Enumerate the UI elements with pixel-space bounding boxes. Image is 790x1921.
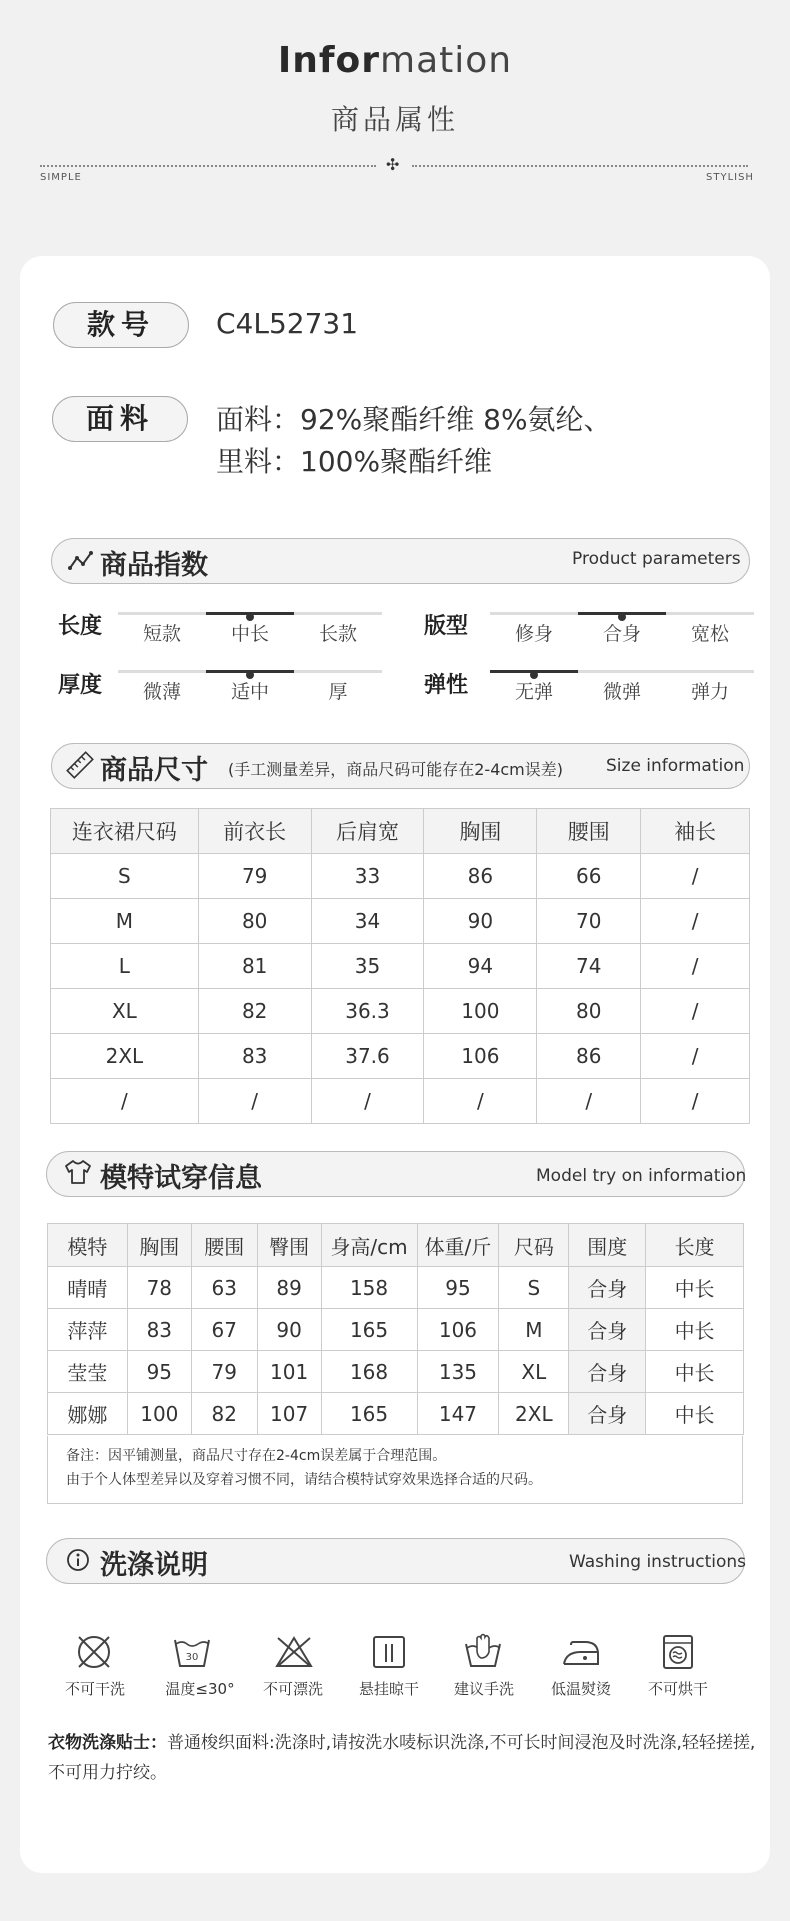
param-option: 长款: [318, 623, 357, 645]
tshirt-icon: [64, 1159, 92, 1185]
size-cell: 90: [424, 899, 537, 944]
model-header-cell: 臀围: [257, 1224, 321, 1267]
wash-label-no-dry-clean: 不可干洗: [64, 1680, 125, 1698]
size-cell: 80: [198, 899, 311, 944]
param-elasticity-label: 弹性: [424, 673, 469, 698]
model-cell: 63: [191, 1267, 257, 1309]
size-cell: /: [641, 1079, 750, 1124]
model-cell: 89: [257, 1267, 321, 1309]
size-header-cell: 腰围: [537, 809, 641, 854]
size-cell: 82: [198, 989, 311, 1034]
model-cell: XL: [499, 1351, 569, 1393]
size-cell: 79: [198, 854, 311, 899]
param-scale-segment: [294, 612, 382, 615]
size-table-row: [51, 989, 750, 1034]
param-fit-label: 版型: [424, 614, 469, 639]
model-cell: 67: [191, 1309, 257, 1351]
size-cell: M: [51, 899, 199, 944]
size-header-cell: 后肩宽: [311, 809, 424, 854]
model-cell: 158: [321, 1267, 417, 1309]
model-cell: 中长: [646, 1267, 744, 1309]
size-cell: 37.6: [311, 1034, 424, 1079]
hang-dry-icon: [369, 1632, 409, 1672]
size-cell: /: [641, 899, 750, 944]
size-cell: S: [51, 854, 199, 899]
model-table-row: [48, 1351, 744, 1393]
model-header-cell: 模特: [48, 1224, 128, 1267]
size-cell: 66: [537, 854, 641, 899]
model-cell: 2XL: [499, 1393, 569, 1435]
size-cell: 74: [537, 944, 641, 989]
model-note-line-1: 备注：因平铺测量，商品尺寸存在2-4cm误差属于合理范围。: [66, 1448, 447, 1464]
param-option: 修身: [514, 623, 553, 645]
model-cell: 中长: [646, 1393, 744, 1435]
wash-title: 洗涤说明: [100, 1550, 208, 1581]
model-header-cell: 尺码: [499, 1224, 569, 1267]
model-cell: 中长: [646, 1309, 744, 1351]
model-cell: 90: [257, 1309, 321, 1351]
model-table-row: [48, 1393, 744, 1435]
param-scale-segment: [666, 670, 754, 673]
param-scale-segment: [118, 670, 206, 673]
model-header-cell: 围度: [569, 1224, 646, 1267]
size-cell: 86: [537, 1034, 641, 1079]
washing-tips: [48, 1728, 758, 1788]
model-cell: 101: [257, 1351, 321, 1393]
model-table-row: [48, 1267, 744, 1309]
code-value: C4L52731: [216, 307, 359, 340]
size-header-cell: 胸围: [424, 809, 537, 854]
size-table-row: [51, 854, 750, 899]
size-cell: /: [641, 1034, 750, 1079]
model-cell: 娜娜: [48, 1393, 128, 1435]
size-cell: 81: [198, 944, 311, 989]
size-header-cell: 袖长: [641, 809, 750, 854]
model-table-row: [48, 1309, 744, 1351]
model-cell: 107: [257, 1393, 321, 1435]
param-option: 适中: [230, 681, 269, 703]
model-cell: 78: [127, 1267, 191, 1309]
size-cell: /: [51, 1079, 199, 1124]
fabric-line-2: 里料：100%聚酯纤维: [216, 445, 493, 478]
model-table-header: [48, 1224, 744, 1267]
param-option: 无弹: [514, 681, 553, 703]
param-option: 宽松: [690, 623, 729, 645]
params-title: 商品指数: [100, 550, 208, 581]
size-table-row: [51, 899, 750, 944]
model-cell: 合身: [569, 1393, 646, 1435]
size-header-cell: 前衣长: [198, 809, 311, 854]
size-table: [50, 808, 750, 1124]
size-cell: 100: [424, 989, 537, 1034]
wash-label-low-iron: 低温熨烫: [550, 1680, 611, 1698]
size-cell: XL: [51, 989, 199, 1034]
hand-wash-icon: [463, 1630, 503, 1670]
model-cell: 168: [321, 1351, 417, 1393]
size-cell: 106: [424, 1034, 537, 1079]
model-cell: 83: [127, 1309, 191, 1351]
param-option: 微弹: [602, 681, 641, 703]
washing-tips-text: 普通梭织面料:洗涤时,请按洗水唛标识洗涤,不可长时间浸泡及时洗涤,轻轻搓搓,不可用力拧绞。: [48, 1733, 756, 1783]
param-scale-segment: [490, 612, 578, 615]
simple-tag: SIMPLE: [40, 172, 82, 183]
model-header-cell: 腰围: [191, 1224, 257, 1267]
no-tumble-dry-icon: [658, 1632, 698, 1672]
info-icon: [66, 1548, 90, 1572]
washing-tips-label: 衣物洗涤贴士：: [48, 1733, 167, 1753]
model-cell: 中长: [646, 1351, 744, 1393]
stylish-tag: STYLISH: [706, 172, 754, 183]
param-option: 厚: [328, 681, 348, 703]
trend-line-icon: [68, 550, 94, 572]
model-header-cell: 体重/斤: [417, 1224, 499, 1267]
model-cell: 晴晴: [48, 1267, 128, 1309]
size-table-row: [51, 944, 750, 989]
model-note: [47, 1436, 743, 1504]
size-cell: /: [641, 944, 750, 989]
wash-label-hand-wash: 建议手洗: [453, 1680, 514, 1698]
param-length-label: 长度: [58, 614, 103, 639]
size-cell: 83: [198, 1034, 311, 1079]
size-table-row: [51, 1034, 750, 1079]
model-cell: 100: [127, 1393, 191, 1435]
size-cell: 80: [537, 989, 641, 1034]
wash-30-icon: [172, 1632, 212, 1672]
page-title: Information: [277, 40, 513, 81]
size-title-en: Size information: [606, 756, 745, 776]
no-dry-clean-icon: [74, 1632, 114, 1672]
size-note: (手工测量差异，商品尺码可能存在2-4cm误差): [228, 760, 564, 779]
wash-label-no-bleach: 不可漂洗: [262, 1680, 323, 1698]
size-table-row: [51, 1079, 750, 1124]
model-title-en: Model try on information: [536, 1166, 747, 1186]
code-label: 款号: [53, 302, 189, 348]
size-cell: 33: [311, 854, 424, 899]
model-cell: 95: [417, 1267, 499, 1309]
param-thickness-label: 厚度: [58, 673, 103, 698]
model-cell: 莹莹: [48, 1351, 128, 1393]
param-scale-segment: [294, 670, 382, 673]
model-cell: 合身: [569, 1309, 646, 1351]
model-cell: 135: [417, 1351, 499, 1393]
cross-ornament-icon: ✣: [386, 155, 400, 174]
size-cell: L: [51, 944, 199, 989]
model-header-cell: 长度: [646, 1224, 744, 1267]
model-cell: 合身: [569, 1351, 646, 1393]
size-cell: 86: [424, 854, 537, 899]
model-header-cell: 身高/cm: [321, 1224, 417, 1267]
size-header-cell: 连衣裙尺码: [51, 809, 199, 854]
model-table: [47, 1223, 744, 1435]
size-cell: /: [198, 1079, 311, 1124]
model-cell: 萍萍: [48, 1309, 128, 1351]
model-cell: 165: [321, 1309, 417, 1351]
model-cell: S: [499, 1267, 569, 1309]
page-subtitle: 商品属性: [330, 103, 459, 136]
model-cell: 165: [321, 1393, 417, 1435]
model-cell: 79: [191, 1351, 257, 1393]
size-cell: 70: [537, 899, 641, 944]
param-option: 合身: [602, 623, 641, 645]
param-option: 微薄: [142, 681, 181, 703]
divider-right: [412, 165, 748, 167]
size-title: 商品尺寸: [100, 755, 208, 786]
divider-left: [40, 165, 376, 167]
wash-label-wash-30: 温度≤30°: [165, 1680, 235, 1698]
param-scale-segment: [118, 612, 206, 615]
fabric-label: 面料: [52, 396, 188, 442]
param-scale-segment: [666, 612, 754, 615]
size-cell: 35: [311, 944, 424, 989]
param-option: 弹力: [690, 681, 729, 703]
model-cell: 106: [417, 1309, 499, 1351]
ruler-icon: [66, 751, 94, 779]
model-header-cell: 胸围: [127, 1224, 191, 1267]
model-note-line-2: 由于个人体型差异以及穿着习惯不同，请结合模特试穿效果选择合适的尺码。: [66, 1472, 542, 1488]
size-cell: 34: [311, 899, 424, 944]
size-cell: 94: [424, 944, 537, 989]
wash-label-hang-dry: 悬挂晾干: [358, 1680, 419, 1698]
size-cell: /: [641, 989, 750, 1034]
size-table-header: [51, 809, 750, 854]
model-cell: M: [499, 1309, 569, 1351]
params-title-en: Product parameters: [572, 549, 741, 569]
model-cell: 合身: [569, 1267, 646, 1309]
size-cell: /: [311, 1079, 424, 1124]
low-iron-icon: [561, 1632, 601, 1672]
param-option: 中长: [230, 623, 269, 645]
size-cell: /: [537, 1079, 641, 1124]
size-cell: 2XL: [51, 1034, 199, 1079]
model-cell: 147: [417, 1393, 499, 1435]
model-cell: 95: [127, 1351, 191, 1393]
wash-label-no-tumble-dry: 不可烘干: [647, 1680, 708, 1698]
param-scale-segment: [578, 670, 666, 673]
model-title: 模特试穿信息: [100, 1163, 262, 1194]
size-cell: /: [641, 854, 750, 899]
model-cell: 82: [191, 1393, 257, 1435]
fabric-line-1: 面料：92%聚酯纤维 8%氨纶、: [216, 403, 612, 436]
size-cell: /: [424, 1079, 537, 1124]
wash-title-en: Washing instructions: [569, 1552, 747, 1572]
wash-30-badge: 30: [185, 1652, 199, 1663]
no-bleach-icon: [274, 1632, 314, 1672]
size-cell: 36.3: [311, 989, 424, 1034]
param-option: 短款: [142, 623, 181, 645]
